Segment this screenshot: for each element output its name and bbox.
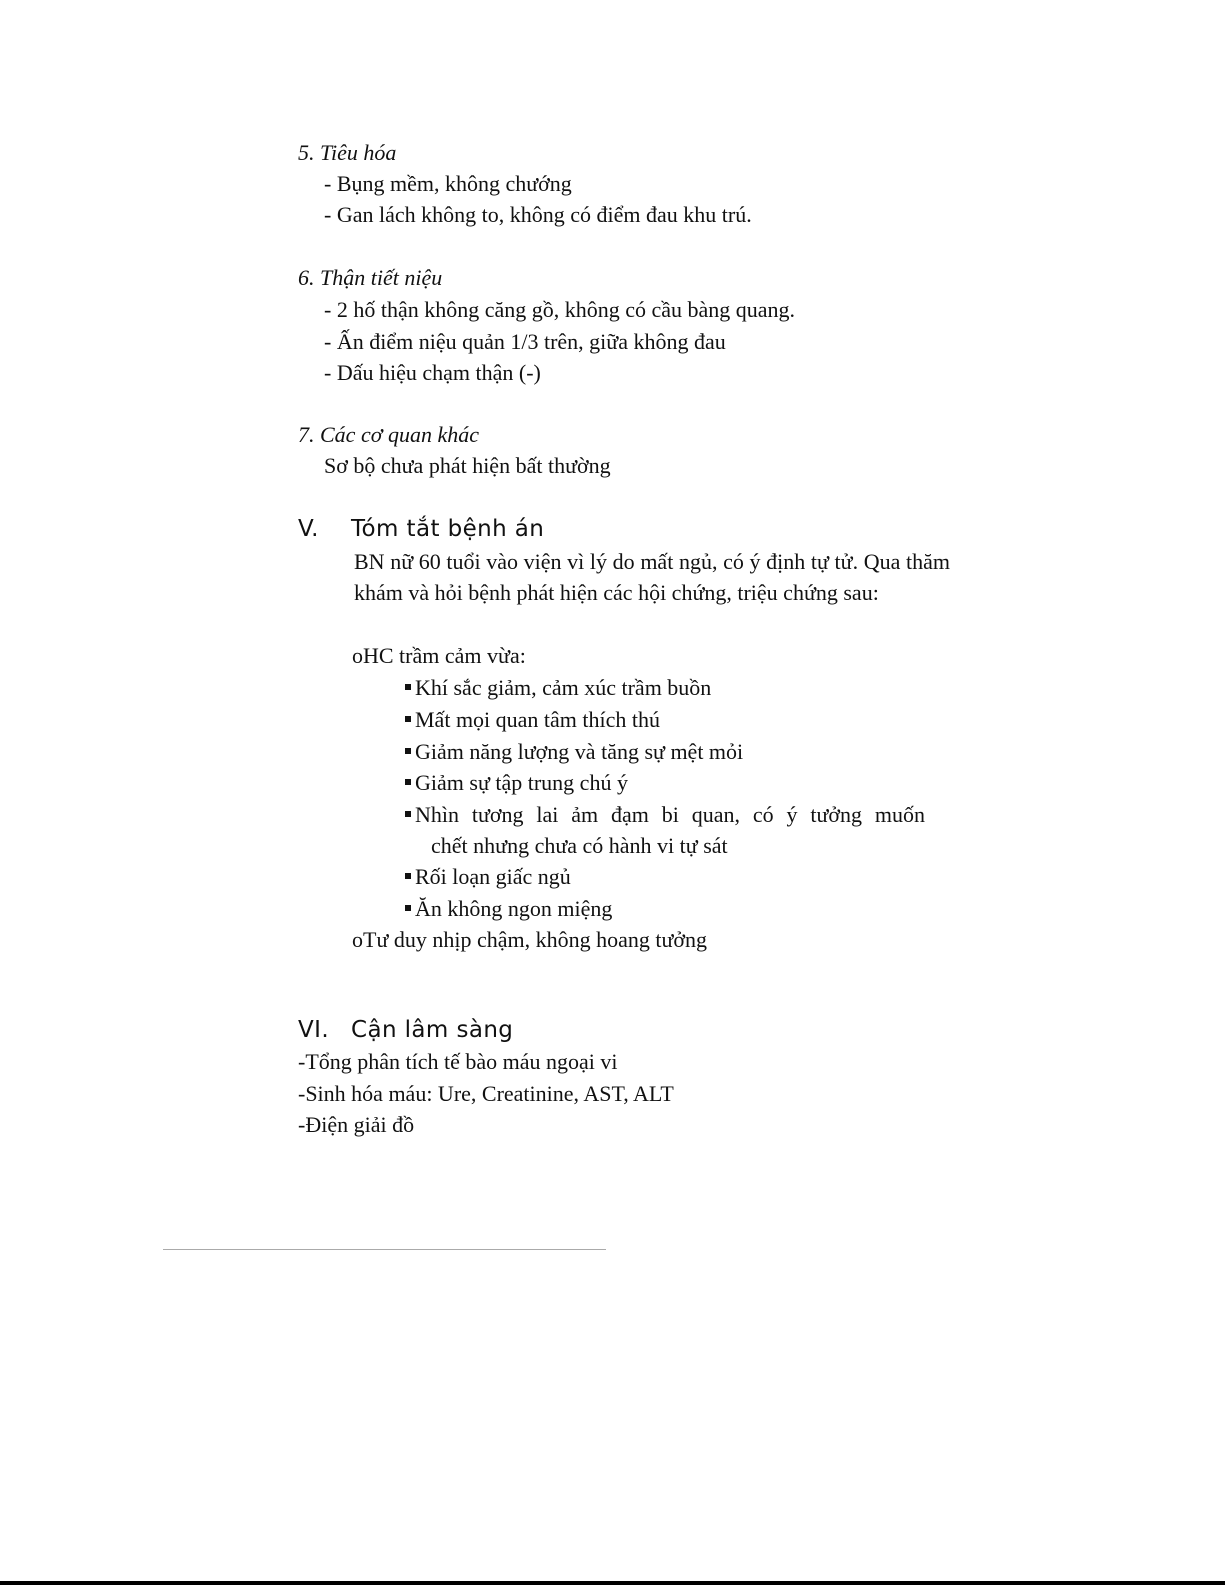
symptom-text: Giảm năng lượng và tăng sự mệt mỏi: [415, 739, 744, 764]
syndrome-text: HC trầm cảm vừa:: [363, 643, 526, 668]
section-vi-heading: [298, 1015, 513, 1045]
square-bullet-icon: [405, 811, 411, 817]
symptom-item: [405, 673, 711, 703]
symptom-item: [405, 768, 628, 798]
square-bullet-icon: [405, 684, 411, 690]
thought-marker: o: [352, 927, 363, 952]
digestive-item-1: - Bụng mềm, không chướng: [324, 171, 572, 196]
renal-item-2: - Ấn điểm niệu quản 1/3 trên, giữa không đau: [324, 329, 726, 354]
syndrome-line: [352, 641, 526, 671]
section-v-numeral: V.: [298, 516, 319, 542]
section-vi-title: Cận lâm sàng: [351, 1017, 514, 1043]
section-vi-numeral: VI.: [298, 1017, 330, 1043]
symptom-continuation: chết nhưng chưa có hành vi tự sát: [431, 833, 728, 858]
labs-item-2: -Sinh hóa máu: Ure, Creatinine, AST, ALT: [298, 1081, 674, 1106]
renal-item-3: - Dấu hiệu chạm thận (-): [324, 360, 541, 385]
footnote-divider: [163, 1249, 606, 1250]
symptom-text: Giảm sự tập trung chú ý: [415, 770, 628, 795]
symptom-item: [405, 862, 571, 892]
renal-item-1: - 2 hố thận không căng gồ, không có cầu bàng quang.: [324, 297, 796, 322]
symptom-text: Mất mọi quan tâm thích thú: [415, 707, 661, 732]
symptom-text: Ăn không ngon miệng: [415, 896, 613, 921]
summary-paragraph: BN nữ 60 tuổi vào viện vì lý do mất ngủ, có ý định tự tử. Qua thăm khám và hỏi bệnh phát hiện các hội chứng, triệu chứng sau:: [354, 549, 950, 605]
symptom-item: [405, 705, 660, 735]
other-organs-text: Sơ bộ chưa phát hiện bất thường: [324, 453, 611, 478]
section-v-title: Tóm tắt bệnh án: [351, 516, 545, 542]
symptom-item: [405, 894, 612, 924]
section-7-title: 7. Các cơ quan khác: [298, 422, 479, 447]
square-bullet-icon: [405, 748, 411, 754]
symptom-text: Rối loạn giấc ngủ: [415, 864, 571, 889]
symptom-text: Khí sắc giảm, cảm xúc trầm buồn: [415, 675, 712, 700]
symptom-item: [405, 737, 743, 767]
digestive-item-2: - Gan lách không to, không có điểm đau khu trú.: [324, 202, 752, 227]
thought-line: [352, 925, 707, 955]
symptom-text: Nhìn tương lai ảm đạm bi quan, có ý tưởng muốn: [415, 802, 925, 827]
thought-text: Tư duy nhịp chậm, không hoang tưởng: [363, 927, 708, 952]
syndrome-marker: o: [352, 643, 363, 668]
square-bullet-icon: [405, 779, 411, 785]
square-bullet-icon: [405, 873, 411, 879]
section-6-title: 6. Thận tiết niệu: [298, 265, 443, 290]
square-bullet-icon: [405, 905, 411, 911]
section-v-heading: [298, 514, 544, 544]
labs-item-1: -Tổng phân tích tế bào máu ngoại vi: [298, 1049, 618, 1074]
square-bullet-icon: [405, 716, 411, 722]
section-5-title: 5. Tiêu hóa: [298, 140, 397, 165]
page-bottom-border: [0, 1581, 1225, 1585]
symptom-item: [405, 800, 925, 830]
labs-item-3: -Điện giải đồ: [298, 1112, 415, 1137]
